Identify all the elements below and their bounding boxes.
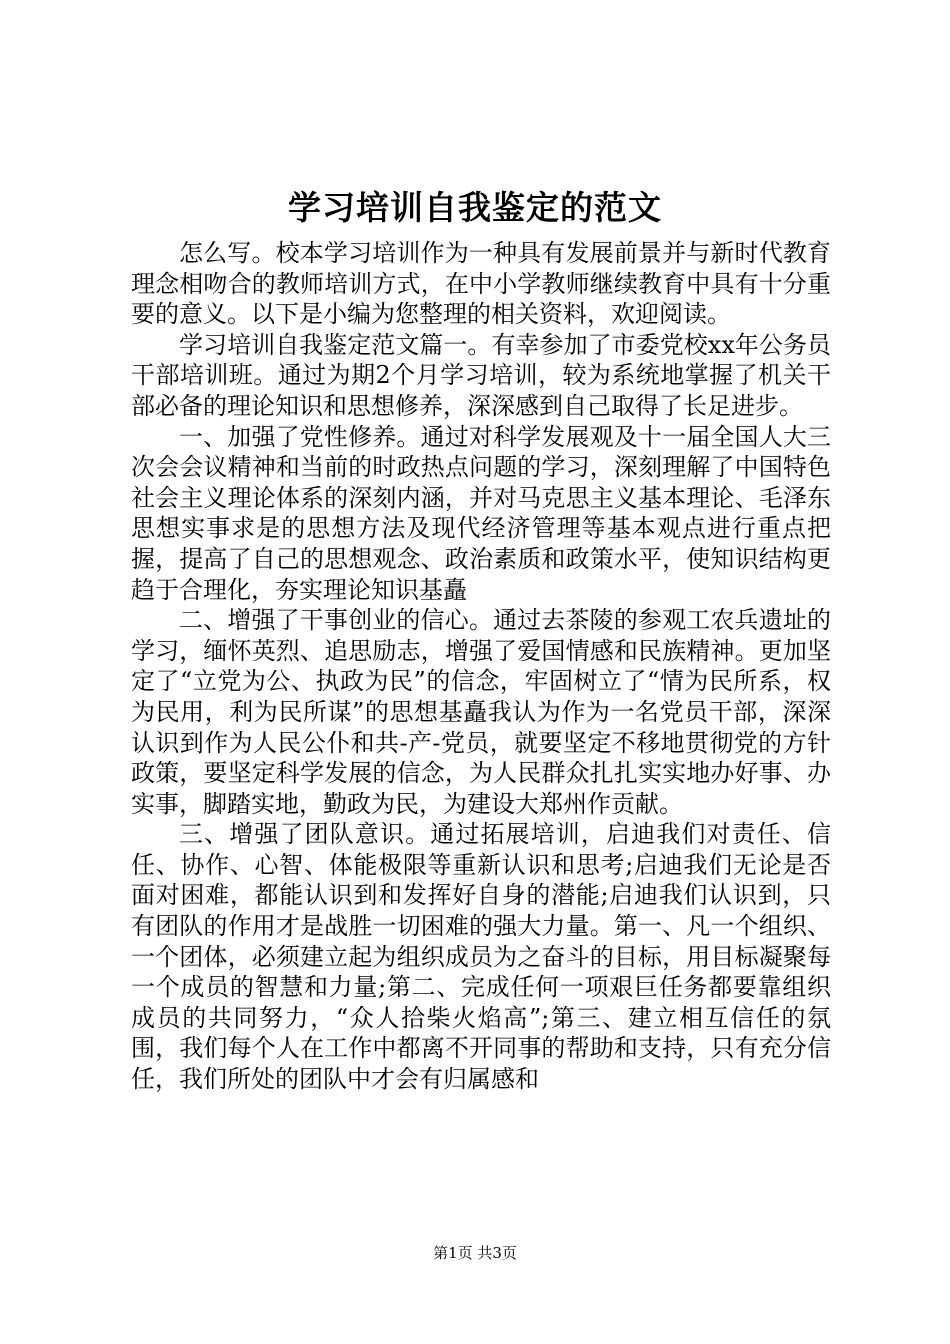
paragraph-sample-one: 学习培训自我鉴定范文篇一。有幸参加了市委党校xx年公务员干部培训班。通过为期2个月学习培训，较为系统地掌握了机关干部必备的理论知识和思想修养，深深感到自己取得了长足进步。 — [131, 330, 831, 420]
paragraph-career-confidence: 二、增强了干事创业的信心。通过去茶陵的参观工农兵遗址的学习，缅怀英烈、追思励志，增强了爱国情感和民族精神。更加坚定了“立党为公、执政为民”的信念，牢固树立了“情为民所系，权为民用，利为民所谋”的思想基矗我认为作为一名党员干部，深深认识到作为人民公仆和共-产-党员，就要坚定不移地贯彻党的方针政策，要坚定科学发展的信念，为人民群众扎扎实实地办好事、办实事，脚踏实地，勤政为民，为建设大郑州作贡献。 — [131, 606, 831, 818]
paragraph-party-cultivation: 一、加强了党性修养。通过对科学发展观及十一届全国人大三次会会议精神和当前的时政热点问题的学习，深刻理解了中国特色社会主义理论体系的深刻内涵，并对马克思主义基本理论、毛泽东思想实事求是的思想方法及现代经济管理等基本观点进行重点把握，提高了自己的思想观念、政治素质和政策水平，使知识结构更趋于合理化，夯实理论知识基矗 — [131, 422, 831, 604]
paragraph-team-awareness: 三、增强了团队意识。通过拓展培训，启迪我们对责任、信任、协作、心智、体能极限等重新认识和思考;启迪我们无论是否面对困难，都能认识到和发挥好自身的潜能;启迪我们认识到，只有团队的作用才是战胜一切困难的强大力量。第一、凡一个组织、一个团体，必须建立起为组织成员为之奋斗的目标，用目标凝聚每一个成员的智慧和力量;第二、完成任何一项艰巨任务都要靠组织成员的共同努力，“众人拾柴火焰高”;第三、建立相互信任的氛围，我们每个人在工作中都离不开同事的帮助和支持，只有充分信任，我们所处的团队中才会有归属感和 — [131, 820, 831, 1094]
paragraph-intro: 怎么写。校本学习培训作为一种具有发展前景并与新时代教育理念相吻合的教师培训方式，在中小学教师继续教育中具有十分重要的意义。以下是小编为您整理的相关资料，欢迎阅读。 — [131, 239, 831, 329]
document-body — [131, 238, 831, 1095]
document-title: 学习培训自我鉴定的范文 — [288, 188, 662, 227]
page-number-footer: 第1页 共3页 — [433, 1244, 517, 1262]
